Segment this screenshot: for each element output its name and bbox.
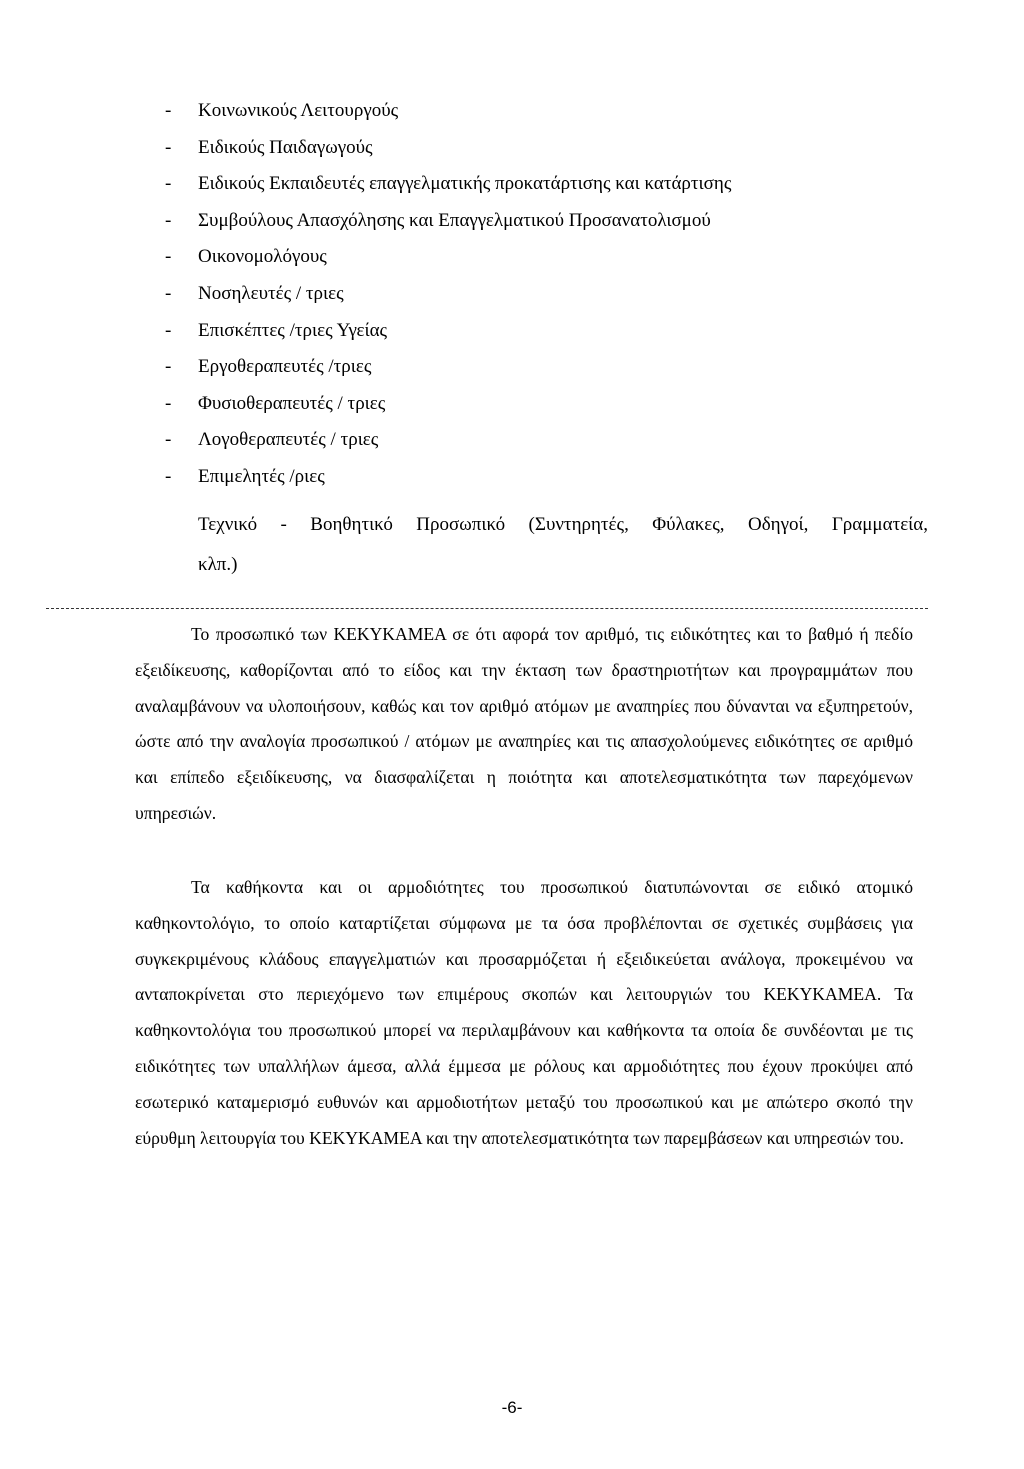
list-item: [165, 386, 731, 423]
list-item-text: Επιμελητές /ριες: [198, 465, 325, 487]
list-dash: -: [165, 173, 172, 195]
list-item: [165, 276, 731, 313]
list-item-text: Ειδικούς Παιδαγωγούς: [198, 136, 373, 158]
technical-staff-line: Τεχνικό - Βοηθητικό Προσωπικό (Συντηρητές, Φύλακες, Οδηγοί, Γραμματεία,: [198, 514, 928, 535]
list-dash: -: [165, 429, 172, 451]
staff-duties-paragraph: Τα καθήκοντα και οι αρμοδιότητες του προσωπικού διατυπώνονται σε ειδικό ατομικό καθηκοντολόγιο, το οποίο καταρτίζεται σύμφωνα με τα όσα προβλέπονται σε σχετικές συμβάσεις για συγκεκριμένους κλάδους επαγγελματιών και προσαρμόζεται ή εξειδικεύεται ανάλογα, προκειμένου να ανταποκρίνεται στο περιεχόμενο των επιμέρους σκοπών και λειτουργιών του ΚΕΚΥΚΑΜΕΑ. Τα καθηκοντολόγια του προσωπικού μπορεί να περιλαμβάνουν και καθήκοντα τα οποία δε συνδέονται με τις ειδικότητες των υπαλλήλων άμεσα, αλλά έμμεσα με ρόλους και αρμοδιότητες που έχουν προκύψει από εσωτερικό καταμερισμό ευθυνών και αρμοδιοτήτων μεταξύ του προσωπικού και με απώτερο σκοπό την εύρυθμη λειτουργία του ΚΕΚΥΚΑΜΕΑ και την αποτελεσματικότητα των παρεμβάσεων και υπηρεσιών του.: [135, 877, 913, 1148]
list-dash: -: [165, 246, 172, 268]
list-item-text: Εργοθεραπευτές /τριες: [198, 356, 372, 378]
list-item: [165, 130, 731, 167]
list-dash: -: [165, 100, 172, 121]
list-item: [165, 313, 731, 350]
list-item: [165, 239, 731, 276]
list-item: [165, 459, 731, 496]
page-number: -6-: [501, 1398, 523, 1417]
staff-specialties-list: [165, 93, 731, 496]
list-item: [165, 203, 731, 240]
list-item-text: Ειδικούς Εκπαιδευτές επαγγελματικής προκατάρτισης και κατάρτισης: [198, 173, 732, 195]
list-item-text: Νοσηλευτές / τριες: [198, 282, 344, 304]
list-item: [165, 349, 731, 386]
list-dash: -: [165, 356, 172, 378]
list-dash: -: [165, 209, 172, 231]
list-dash: -: [165, 465, 172, 487]
list-item-text: Κοινωνικούς Λειτουργούς: [198, 100, 399, 121]
section-divider: [46, 608, 928, 609]
list-dash: -: [165, 282, 172, 304]
list-item: [165, 422, 731, 459]
list-item-text: Συμβούλους Απασχόλησης και Επαγγελματικού Προσανατολισμού: [198, 209, 711, 231]
list-item-text: Λογοθεραπευτές / τριες: [198, 429, 379, 451]
list-item-text: Φυσιοθεραπευτές / τριες: [198, 392, 386, 414]
technical-staff-continuation: κλπ.): [198, 554, 238, 575]
list-item: [165, 93, 731, 130]
list-item-text: Οικονομολόγους: [198, 246, 327, 268]
list-dash: -: [165, 136, 172, 158]
list-dash: -: [165, 319, 172, 341]
list-dash: -: [165, 392, 172, 414]
staff-composition-paragraph: Το προσωπικό των ΚΕΚΥΚΑΜΕΑ σε ότι αφορά τον αριθμό, τις ειδικότητες και το βαθμό ή πεδίο εξειδίκευσης, καθορίζονται από το είδος και την έκταση των δραστηριοτήτων και προγραμμάτων που αναλαμβάνουν να υλοποιήσουν, καθώς και τον αριθμό ατόμων με αναπηρίες που δύνανται να εξυπηρετούν, ώστε από την αναλογία προσωπικού / ατόμων με αναπηρίες και τις απασχολούμενες ειδικότητες σε αριθμό και επίπεδο εξειδίκευσης, να διασφαλίζεται η ποιότητα και αποτελεσματικότητα των παρεχόμενων υπηρεσιών.: [135, 624, 913, 823]
list-item: [165, 166, 731, 203]
list-item-text: Επισκέπτες /τριες Υγείας: [198, 319, 388, 341]
